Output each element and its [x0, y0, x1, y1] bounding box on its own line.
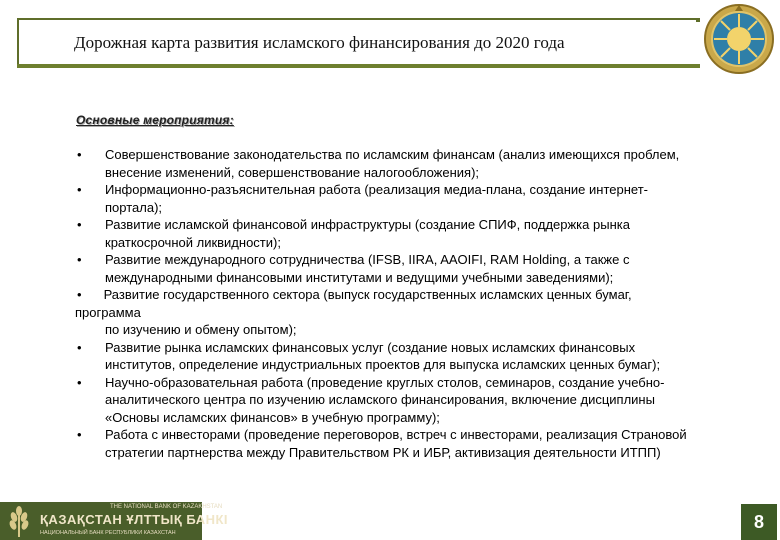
measures-list	[75, 146, 725, 461]
item-line: портала);	[105, 199, 163, 215]
header-left-rule	[17, 18, 19, 66]
logo-kazakh-name: ҚАЗАҚСТАН ҰЛТТЫҚ БАНКІ	[40, 512, 229, 527]
logo-english-name: THE NATIONAL BANK OF KAZAKHSTAN	[110, 504, 223, 510]
item-line: Научно-образовательная работа (проведение круглых столов, семинаров, создание учебно-	[105, 374, 665, 390]
bullet: •	[77, 374, 82, 390]
bullet: •	[77, 252, 82, 267]
bullet: •	[77, 182, 82, 197]
item-text: Развитие государственного сектора (выпуск государственных исламских ценных бумаг,	[103, 287, 632, 302]
item-line: программа	[75, 304, 141, 320]
item-line: Развитие исламской финансовой инфраструктуры (создание СПИФ, поддержка рынка	[105, 217, 630, 232]
item-line: Развитие рынка исламских финансовых услуг (создание новых исламских финансовых	[105, 339, 636, 355]
item-line: Совершенствование законодательства по исламским финансам (анализ имеющихся проблем,	[105, 147, 680, 162]
item-line: Развитие международного сотрудничества (IFSB, IIRA, AAOIFI, RAM Holding, а также с	[105, 252, 630, 267]
bullet: •	[77, 427, 82, 442]
item-line: аналитического центра по изучению исламского финансирования, включение дисциплины	[105, 392, 655, 407]
item-line: внесение изменений, совершенствование налогообложения);	[105, 164, 480, 180]
header-bottom-rule	[17, 64, 700, 68]
list-item	[75, 374, 725, 427]
list-item	[75, 146, 725, 181]
bullet: •	[77, 147, 82, 162]
item-line	[75, 286, 725, 304]
state-emblem-icon	[703, 3, 775, 75]
list-item	[75, 181, 725, 216]
item-line: по изучению и обмену опытом);	[105, 322, 297, 337]
page-title: Дорожная карта развития исламского финансирования до 2020 года	[74, 33, 565, 52]
item-line: институтов, определение индустриальных проектов для выпуска исламских ценных бумаг);	[105, 357, 661, 372]
list-item	[75, 339, 725, 374]
wheat-icon	[5, 505, 33, 538]
list-item	[75, 216, 725, 251]
item-line: Работа с инвесторами (проведение переговоров, встреч с инвесторами, реализация Страновой	[105, 427, 687, 442]
item-line: стратегии партнерства между Правительством РК и ИБР, активизация деятельности ИТПП)	[105, 444, 661, 460]
item-line: международными финансовыми институтами и ведущими учебными заведениями);	[105, 269, 614, 285]
item-line: краткосрочной ликвидности);	[105, 234, 281, 250]
logo-russian-name: НАЦИОНАЛЬНЫЙ БАНК РЕСПУБЛИКИ КАЗАХСТАН	[40, 530, 176, 536]
header-corner-mark	[696, 18, 700, 22]
list-item	[75, 251, 725, 286]
bank-logo	[0, 502, 229, 540]
item-line: Информационно-разъяснительная работа (реализация медиа-плана, создание интернет-	[105, 182, 648, 197]
bullet: •	[77, 287, 82, 302]
header-top-rule	[17, 18, 700, 20]
bullet: •	[77, 217, 82, 232]
list-item	[75, 286, 725, 339]
bullet: •	[77, 339, 82, 355]
item-line: «Основы исламских финансов» в учебную программу);	[105, 409, 440, 425]
section-title: Основные мероприятия:	[76, 113, 234, 127]
page-number: 8	[741, 504, 777, 540]
list-item	[75, 426, 725, 461]
